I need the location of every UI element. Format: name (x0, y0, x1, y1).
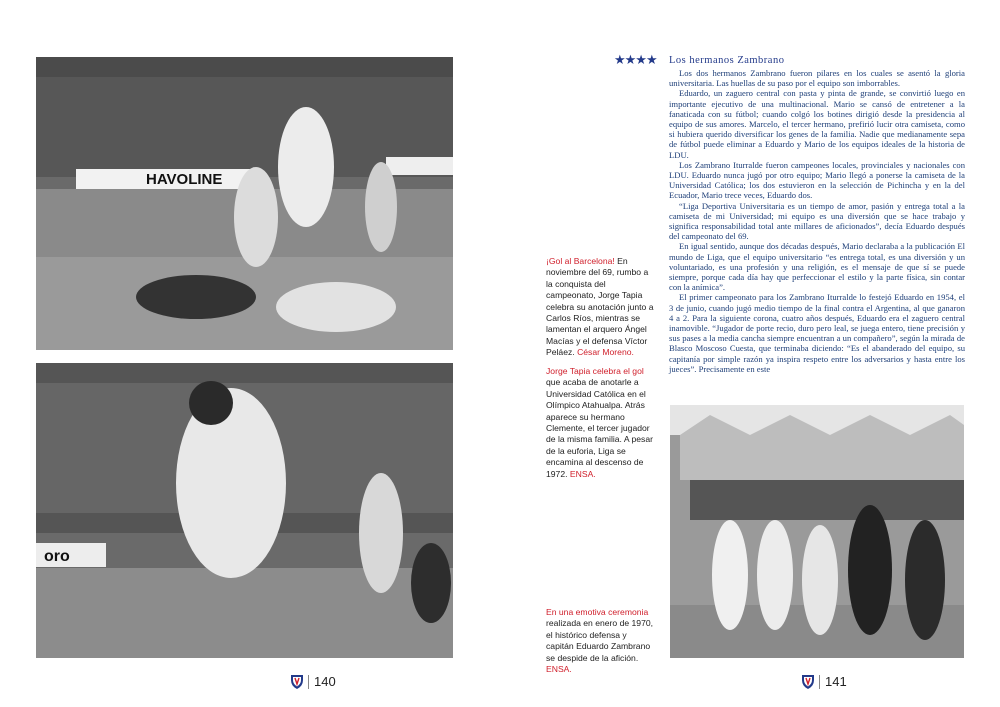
photo-tapia-goal-image (36, 363, 453, 658)
ldu-shield-icon (291, 675, 303, 689)
page-number: 140 (314, 674, 336, 689)
photo-tapia-goal (36, 363, 453, 658)
rating-stars: ★★★★ (614, 52, 657, 67)
caption-highlight: En una emotiva ceremonia (546, 607, 649, 617)
photo-goal-barcelona (36, 57, 453, 350)
svg-text:oro: oro (44, 548, 70, 565)
article-paragraph: Los Zambrano Iturralde fueron campeones locales, provinciales y nacionales con LDU. Eduardo nunca jugó por otro equipo; Mario llegó a ponerse la camiseta de la Universidad Católica; los dos estuvieron en la selección de Pichincha y en la del Ecuador, Mario trece veces, Eduardo dos. (669, 159, 965, 201)
folio-separator (308, 675, 309, 689)
caption-highlight: Jorge Tapia celebra el gol (546, 366, 644, 376)
caption-credit: ENSA. (546, 664, 572, 675)
caption-text: En noviembre del 69, rumbo a la conquista del campeonato, Jorge Tapia celebra su anotación junto a Carlos Ríos, mientras se lamentan el arquero Ángel Macías y el defensa Víctor Peláez. (546, 256, 654, 358)
article-paragraph: El primer campeonato para los Zambrano Iturralde lo festejó Eduardo en 1954, el 3 de junio, cuando jugó medio tiempo de la final contra el Argentina, al que ganaron 4 a 2. Para la siguiente corona, cuatro años después, Eduardo era el zaguero central inamovible. “Jugador de porte recio, duro pero leal, se juega entero, tiene precisión y sus pases a la media cancha siempre encuentran a un compañero”, según la mirada de Blasco Moscoso Cuesta, que terminaba diciendo: “Es el abanderado del equipo, su capitanía por simple razón ya inspira respeto entre los adversarios y hasta entre los jueces”. Precisamente en este (669, 292, 965, 374)
caption-goal-barcelona (546, 256, 656, 359)
section-heading: Los hermanos Zambrano (669, 55, 785, 66)
article-paragraph: “Liga Deportiva Universitaria es un tiempo de amor, pasión y entrega total a la camiseta de mi Universidad; mi equipo es una diversión que se hace trabajo y significa responsabilidad total ante millares de aficionados”, decía Eduardo después del campeonato del 69. (669, 200, 965, 242)
article-paragraph: Los dos hermanos Zambrano fueron pilares en los cuales se asentó la gloria universitaria. Las huellas de su paso por el equipo son imborrables. (669, 68, 965, 89)
folio-separator (819, 675, 820, 689)
caption-highlight: ¡Gol al Barcelona! (546, 256, 615, 266)
caption-credit: César Moreno. (577, 347, 634, 358)
caption-text: que acaba de anotarle a Universidad Católica en el Olímpico Atahualpa. Atrás aparece su hermano Clemente, el tercer jugador de la misma familia. A pesar de la euforia, Liga se encamina al descenso de 1972. (546, 377, 653, 479)
caption-tapia-goal (546, 366, 656, 480)
photo-ceremony-image (670, 405, 964, 658)
caption-ceremony (546, 607, 656, 675)
caption-credit: ENSA. (569, 468, 596, 479)
page-number: 141 (825, 674, 847, 689)
photo-goal-barcelona-image (36, 57, 453, 350)
caption-text: realizada en enero de 1970, el histórico defensa y capitán Eduardo Zambrano se despide de la afición. (546, 618, 654, 663)
page-number-left (291, 674, 336, 689)
photo-ceremony (670, 405, 964, 658)
ldu-shield-icon (802, 675, 814, 689)
article-paragraph: En igual sentido, aunque dos décadas después, Mario declaraba a la publicación El mundo de Liga, que el equipo universitario “es entrega total, es una diversión y un voluntariado, es una profesión y una religión, es el mensaje de que sí se puede siempre, porque cada día hay que perfeccionar el estilo y la parte física, sin contar con la anímica”. (669, 241, 965, 293)
page-number-right (802, 674, 847, 689)
article-body (669, 68, 965, 374)
svg-text:HAVOLINE: HAVOLINE (146, 171, 223, 188)
article-paragraph: Eduardo, un zaguero central con pasta y pinta de grande, se convirtió luego en importante ejecutivo de una multinacional. Mario se cansó de entretener a la fanaticada con su fútbol; cuando colgó los botines dirigió desde la presidencia al equipo de sus amores. Marcelo, el tercer hermano, prefirió lucir otra camiseta, como si hubiera querido diversificar los genes de la familia. Nadie que medianamente sepa de fútbol puede eliminar a Eduardo y Mario de los equipos ideales de la historia de LDU. (669, 88, 965, 160)
